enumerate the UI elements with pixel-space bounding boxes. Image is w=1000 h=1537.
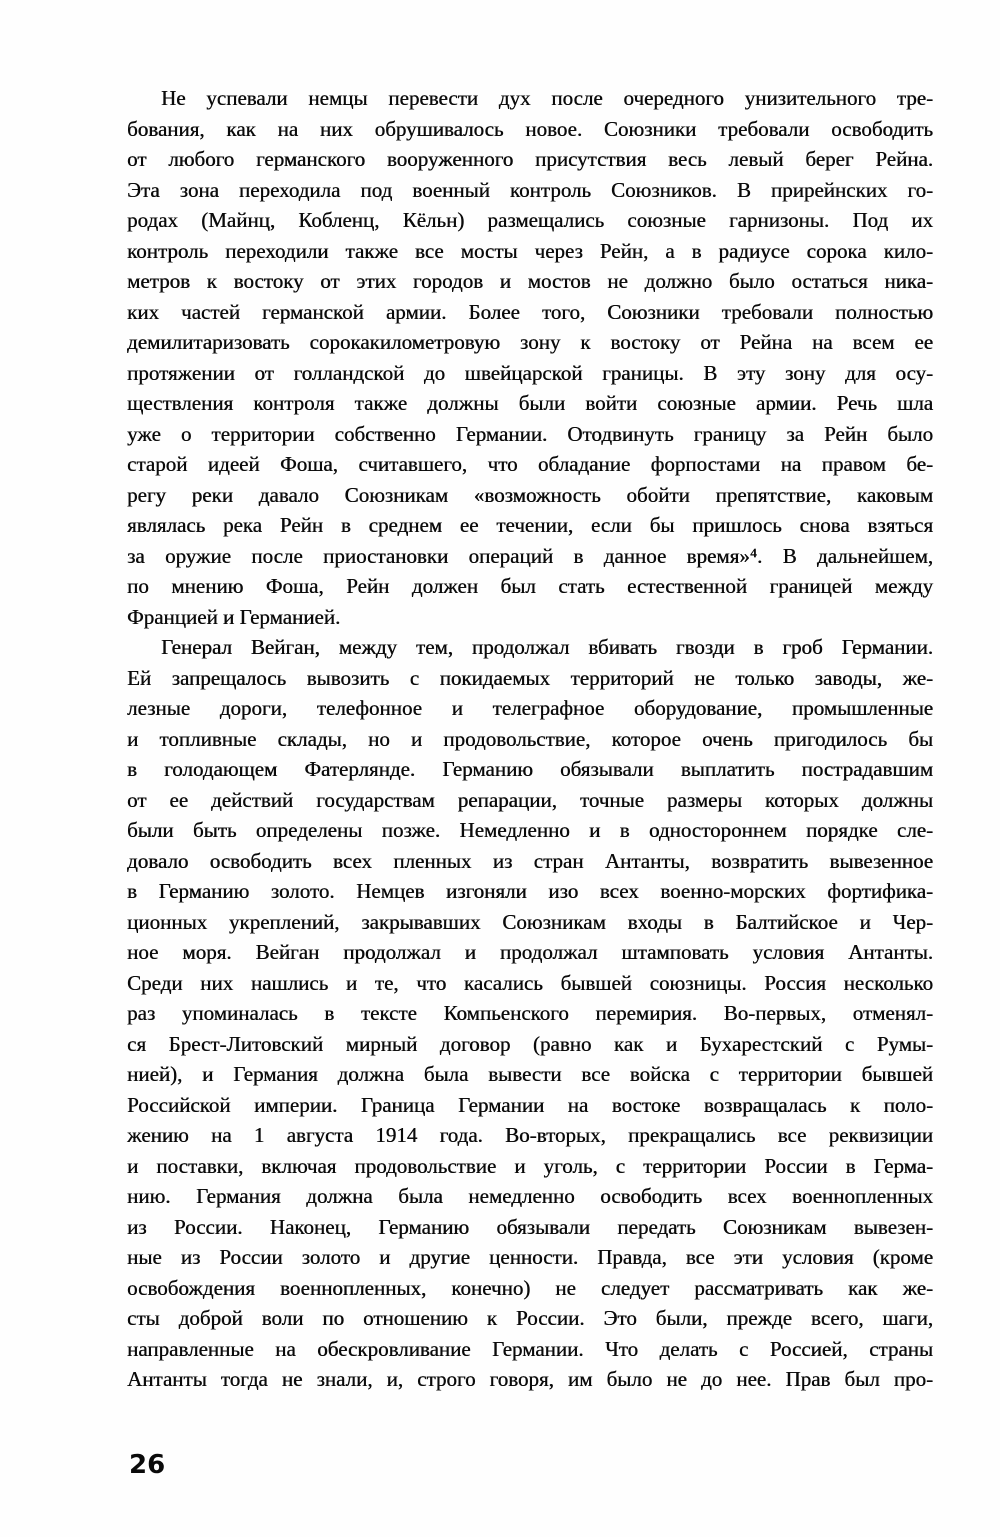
text-line: Францией и Германией. xyxy=(127,604,341,629)
text-line: Не успевали немцы перевести дух после очередного унизительного тре- xyxy=(161,86,933,110)
paragraph xyxy=(127,83,933,632)
text-line: в голодающем Фатерлянде. Германию обязывали выплатить пострадавшим xyxy=(127,757,933,781)
text-line: Антанты тогда не знали, и, строго говоря, им было не до нее. Прав был про- xyxy=(127,1367,933,1391)
text-line: от ее действий государствам репарации, точные размеры которых должны xyxy=(127,787,933,812)
text-line: демилитаризовать сорокакилометровую зону к востоку от Рейна на всем ее xyxy=(127,330,933,354)
text-line: сты доброй воли по отношению к России. Это были, прежде всего, шаги, xyxy=(127,1306,933,1330)
text-line: нией), и Германия должна была вывести все войска с территории бывшей xyxy=(127,1062,933,1086)
text-line: родах (Майнц, Кобленц, Кёльн) размещались союзные гарнизоны. Под их xyxy=(127,208,933,232)
text-line: и поставки, включая продовольствие и уголь, с территории России в Герма- xyxy=(127,1153,933,1178)
text-line: раз упоминалась в тексте Компьенского перемирия. Во-первых, отменял- xyxy=(127,1001,933,1025)
paragraph xyxy=(127,632,933,1395)
text-line: Среди них нашлись и те, что касались бывшей союзницы. Россия несколько xyxy=(127,970,933,995)
text-line: направленные на обескровливание Германии. Что делать с Россией, страны xyxy=(127,1336,933,1361)
text-line: Российской империи. Граница Германии на востоке возвращалась к поло- xyxy=(127,1092,933,1117)
text-line: ких частей германской армии. Более того, Союзники требовали полностью xyxy=(127,299,933,324)
text-line: нию. Германия должна была немедленно освободить всех военнопленных xyxy=(127,1184,933,1208)
page-number: 26 xyxy=(129,1450,166,1480)
text-line: метров к востоку от этих городов и мостов не должно было остаться ника- xyxy=(127,269,933,293)
text-line: лезные дороги, телефонное и телеграфное оборудование, промышленные xyxy=(127,696,933,720)
text-line: в Германию золото. Немцев изгоняли изо всех военно-морских фортифика- xyxy=(127,879,933,903)
text-line: довало освободить всех пленных из стран Антанты, возвратить вывезенное xyxy=(127,848,933,873)
text-line: старой идеей Фоша, считавшего, что обладание форпостами на правом бе- xyxy=(127,452,933,476)
text-line: протяжении от голландской до швейцарской границы. В эту зону для осу- xyxy=(127,360,933,385)
text-line: за оружие после приостановки операций в данное время»⁴. В дальнейшем, xyxy=(127,543,933,568)
text-line: ционных укреплений, закрывавших Союзникам входы в Балтийское и Чер- xyxy=(127,909,933,934)
text-line: от любого германского вооруженного присутствия весь левый берег Рейна. xyxy=(127,147,933,171)
text-line: являлась река Рейн в среднем ее течении, если бы пришлось снова взяться xyxy=(127,513,933,537)
text-line: жению на 1 августа 1914 года. Во-вторых, прекращались все реквизиции xyxy=(127,1123,933,1147)
text-line: и топливные склады, но и продовольствие, которое очень пригодилось бы xyxy=(127,726,933,751)
text-line: ное моря. Вейган продолжал и продолжал штамповать условия Антанты. xyxy=(127,940,933,964)
text-line: по мнению Фоша, Рейн должен был стать естественной границей между xyxy=(127,574,933,598)
text-line: уже о территории собственно Германии. Отодвинуть границу за Рейн было xyxy=(127,421,933,446)
text-line: Ей запрещалось вывозить с покидаемых территорий не только заводы, же- xyxy=(127,665,933,690)
text-line: Эта зона переходила под военный контроль Союзников. В прирейнских го- xyxy=(127,177,933,202)
text-line: регу реки давало Союзникам «возможность обойти препятствие, каковым xyxy=(127,482,933,507)
text-line: контроль переходили также все мосты через Рейн, а в радиусе сорока кило- xyxy=(127,238,933,263)
text-line: бования, как на них обрушивалось новое. Союзники требовали освободить xyxy=(127,116,933,141)
text-line: были быть определены позже. Немедленно и в одностороннем порядке сле- xyxy=(127,818,933,842)
text-line: из России. Наконец, Германию обязывали передать Союзникам вывезен- xyxy=(127,1214,933,1239)
text-line: освобождения военнопленных, конечно) не следует рассматривать как же- xyxy=(127,1275,933,1300)
text-line: ся Брест-Литовский мирный договор (равно как и Бухарестский с Румы- xyxy=(127,1031,933,1056)
text-line: Генерал Вейган, между тем, продолжал вбивать гвозди в гроб Германии. xyxy=(161,635,933,659)
page-text xyxy=(127,83,933,1395)
text-line: ществления контроля также должны были войти союзные армии. Речь шла xyxy=(127,391,933,415)
text-line: ные из России золото и другие ценности. Правда, все эти условия (кроме xyxy=(127,1245,933,1269)
